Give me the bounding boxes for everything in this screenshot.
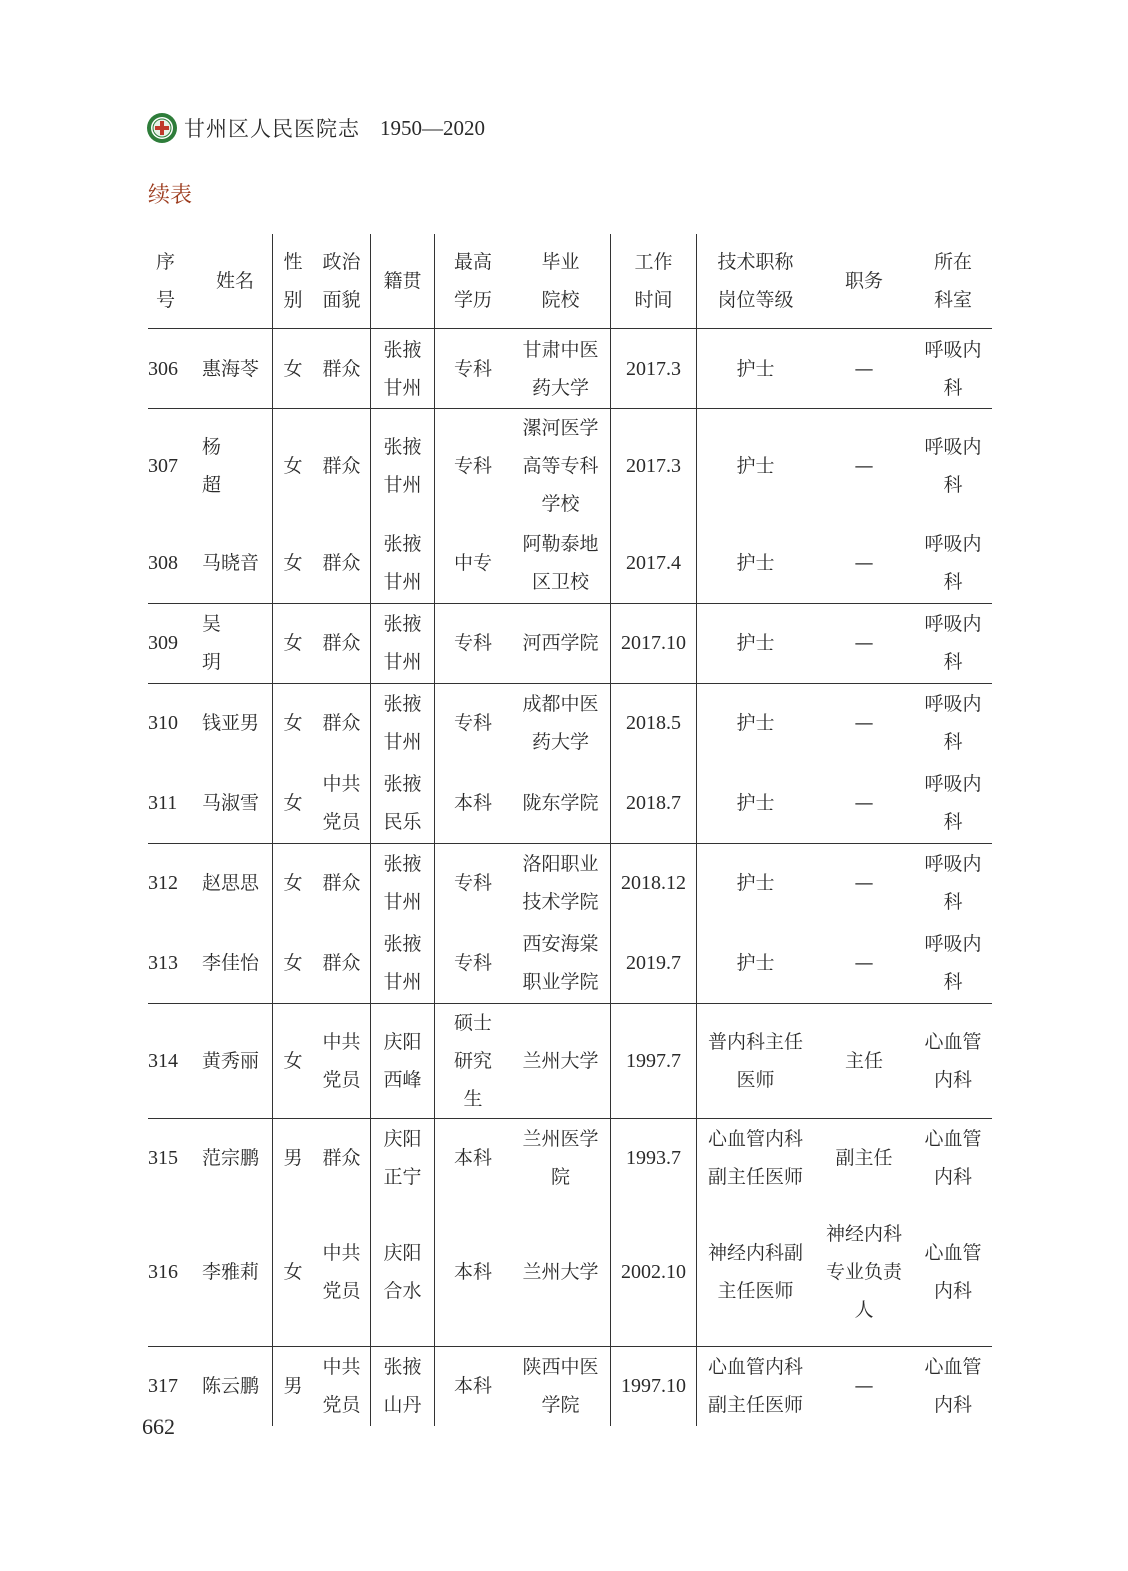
cell-education [435, 1118, 512, 1198]
cell-department [914, 1118, 992, 1198]
cell-department [914, 763, 992, 843]
cell-native [371, 603, 435, 683]
cell-text: 315 [148, 1147, 178, 1170]
cell-text: 赵思思 [202, 872, 260, 895]
cell-native [371, 1198, 435, 1346]
cell-text: 312 [148, 872, 178, 895]
cell-text: 张掖民乐 [383, 772, 422, 833]
cell-sex [273, 763, 314, 843]
cell-text: 呼吸内科 [924, 932, 982, 993]
cell-id [148, 523, 198, 603]
cell-text: 2018.12 [621, 872, 686, 895]
cell-education [435, 683, 512, 763]
cell-name [198, 1118, 273, 1198]
table-header-row [148, 234, 992, 329]
cell-duty [814, 409, 914, 524]
cell-duty [814, 843, 914, 923]
cell-department [914, 923, 992, 1003]
cell-text: — [854, 872, 874, 895]
cell-text: — [854, 712, 874, 735]
cell-text: 心血管内科副主任医师 [707, 1128, 803, 1189]
cell-text: 2017.10 [621, 632, 686, 654]
cell-id [148, 1118, 198, 1198]
cell-text: 1993.7 [626, 1147, 681, 1170]
cell-text: 本科 [453, 1260, 492, 1283]
cell-native [371, 523, 435, 603]
cell-text: 钱亚男 [202, 712, 260, 735]
cell-political [313, 763, 371, 843]
running-header [146, 112, 485, 144]
cell-text: 2018.7 [626, 791, 681, 814]
cell-text: 陇东学院 [522, 791, 599, 814]
cell-text: 2018.5 [626, 712, 681, 735]
cell-name [198, 683, 273, 763]
cell-department [914, 1198, 992, 1346]
cell-text: 呼吸内科 [924, 772, 982, 833]
cell-text: 呼吸内科 [924, 613, 982, 673]
cell-text: 317 [148, 1375, 178, 1398]
cell-text: 神经内科副主任医师 [707, 1241, 803, 1302]
cell-text: 男 [283, 1147, 303, 1170]
cell-id [148, 409, 198, 524]
col-header-name: 姓名 [215, 270, 254, 292]
cell-title [697, 329, 815, 409]
cell-title [697, 603, 815, 683]
cell-work-time [611, 603, 697, 683]
cell-text: 洛阳职业技术学院 [522, 853, 599, 914]
cell-school [511, 603, 611, 683]
cell-text: 陈云鹏 [202, 1375, 260, 1398]
table-row [148, 603, 992, 683]
cell-text: 专科 [453, 357, 492, 380]
cell-text: 护士 [736, 455, 775, 477]
cell-work-time [611, 843, 697, 923]
cell-duty [814, 1346, 914, 1426]
cell-text: 专科 [453, 872, 492, 895]
cell-text: 2017.3 [626, 357, 681, 380]
cell-sex [273, 923, 314, 1003]
col-header-duty: 职务 [844, 270, 883, 292]
cell-title [697, 1346, 815, 1426]
cell-text: 兰州大学 [522, 1049, 599, 1072]
table-row [148, 1346, 992, 1426]
cell-name [198, 523, 273, 603]
cell-title [697, 1003, 815, 1118]
cell-text: 女 [283, 357, 303, 380]
cell-title [697, 843, 815, 923]
cell-text: 女 [283, 455, 303, 477]
cell-sex [273, 683, 314, 763]
cell-education [435, 843, 512, 923]
cell-text: 中专 [453, 551, 492, 574]
cell-text: 中共党员 [322, 1030, 361, 1091]
cell-text: 女 [283, 791, 303, 814]
page-number: 662 [142, 1414, 175, 1439]
cell-text: 群众 [322, 1147, 361, 1170]
cell-text: 黄秀丽 [202, 1049, 260, 1072]
cell-education [435, 1003, 512, 1118]
cell-text: 心血管内科 [924, 1356, 982, 1417]
cell-id [148, 329, 198, 409]
cell-text: 兰州医学院 [522, 1128, 599, 1189]
col-header-education: 最高学历 [435, 234, 512, 329]
cell-sex [273, 329, 314, 409]
cell-text: 1997.7 [626, 1049, 681, 1072]
cell-school [511, 1118, 611, 1198]
cell-education [435, 763, 512, 843]
cell-title [697, 1118, 815, 1198]
cell-name [198, 1003, 273, 1118]
cell-id [148, 683, 198, 763]
cell-id [148, 843, 198, 923]
cell-text: 309 [148, 632, 178, 654]
cell-name [198, 1346, 273, 1426]
table-row [148, 1198, 992, 1346]
cell-sex [273, 1346, 314, 1426]
cell-education [435, 1346, 512, 1426]
cell-text: 311 [148, 791, 178, 814]
cell-text: 专科 [453, 455, 492, 477]
cell-school [511, 1198, 611, 1346]
cell-text: 专科 [453, 951, 492, 974]
cell-work-time [611, 329, 697, 409]
cell-text: 呼吸内科 [924, 338, 982, 399]
cell-title [697, 683, 815, 763]
cell-duty [814, 1118, 914, 1198]
cell-text: 甘肃中医药大学 [522, 338, 599, 399]
cell-text: 专科 [453, 632, 492, 654]
cell-text: 307 [148, 455, 178, 477]
cell-text: 漯河医学高等专科学校 [522, 417, 599, 515]
cell-text: 庆阳合水 [383, 1241, 422, 1302]
cell-text: 2017.4 [626, 551, 681, 574]
cell-text: 2002.10 [621, 1260, 686, 1283]
cell-political [313, 329, 371, 409]
cell-school [511, 409, 611, 524]
cell-text: 310 [148, 712, 178, 735]
cell-text: 群众 [322, 551, 361, 574]
cell-text: 惠海苓 [202, 357, 260, 380]
cell-text: 张掖甘州 [383, 532, 422, 593]
cell-native [371, 683, 435, 763]
table-row [148, 763, 992, 843]
cell-duty [814, 923, 914, 1003]
cell-text: 专科 [453, 712, 492, 735]
cell-text: 护士 [736, 872, 775, 895]
cell-name [198, 603, 273, 683]
cell-id [148, 923, 198, 1003]
cell-duty [814, 763, 914, 843]
cell-text: 群众 [322, 455, 361, 477]
cell-name [198, 409, 273, 524]
cell-text: 呼吸内科 [924, 853, 982, 914]
cell-text: 范宗鹏 [202, 1147, 260, 1170]
cell-text: 成都中医药大学 [522, 693, 599, 754]
cell-department [914, 1346, 992, 1426]
cell-sex [273, 1198, 314, 1346]
cell-political [313, 683, 371, 763]
cell-text: 心血管内科 [924, 1128, 982, 1189]
cell-native [371, 1346, 435, 1426]
cell-native [371, 1003, 435, 1118]
hospital-logo-icon [146, 112, 178, 144]
cell-sex [273, 523, 314, 603]
cell-id [148, 603, 198, 683]
cell-department [914, 523, 992, 603]
col-header-political: 政治面貌 [322, 251, 361, 311]
cell-text: 神经内科专业负责人 [825, 1222, 902, 1321]
cell-native [371, 923, 435, 1003]
cell-text: 313 [148, 951, 178, 974]
cell-text: — [854, 951, 874, 974]
cell-department [914, 603, 992, 683]
cell-native [371, 1118, 435, 1198]
col-header-school: 毕业院校 [541, 251, 580, 311]
cell-text: 中共党员 [322, 772, 361, 833]
cell-title [697, 763, 815, 843]
cell-department [914, 409, 992, 524]
col-header-title: 技术职称岗位等级 [697, 234, 815, 329]
cell-text: 314 [148, 1049, 178, 1072]
cell-department [914, 683, 992, 763]
cell-education [435, 409, 512, 524]
cell-department [914, 329, 992, 409]
cell-native [371, 329, 435, 409]
cell-political [313, 1118, 371, 1198]
cell-text: — [854, 632, 874, 654]
table-row [148, 683, 992, 763]
cell-text: 男 [283, 1375, 303, 1398]
cell-text: 心血管内科 [924, 1030, 982, 1091]
cell-text: 女 [283, 1260, 303, 1283]
cell-text: 本科 [453, 791, 492, 814]
table-row [148, 843, 992, 923]
cell-name [198, 843, 273, 923]
cell-text: — [854, 1375, 874, 1398]
cell-sex [273, 843, 314, 923]
table-row [148, 523, 992, 603]
cell-text: 张掖甘州 [383, 693, 422, 754]
cell-text: 张掖山丹 [383, 1356, 422, 1417]
cell-text: 女 [283, 551, 303, 574]
cell-work-time [611, 763, 697, 843]
cell-title [697, 409, 815, 524]
cell-text: 女 [283, 632, 303, 654]
cell-text: 群众 [322, 357, 361, 380]
cell-name [198, 923, 273, 1003]
cell-text: 群众 [322, 951, 361, 974]
cell-work-time [611, 1346, 697, 1426]
cell-school [511, 923, 611, 1003]
cell-text: 中共党员 [322, 1356, 361, 1417]
cell-duty [814, 329, 914, 409]
cell-education [435, 329, 512, 409]
cell-work-time [611, 1198, 697, 1346]
cell-id [148, 763, 198, 843]
cell-text: 本科 [453, 1147, 492, 1170]
cell-id [148, 1003, 198, 1118]
cell-work-time [611, 1118, 697, 1198]
col-header-id: 序号 [156, 251, 176, 311]
cell-title [697, 1198, 815, 1346]
cell-text: 呼吸内科 [924, 532, 982, 593]
cell-school [511, 683, 611, 763]
cell-school [511, 843, 611, 923]
cell-school [511, 1346, 611, 1426]
cell-text: 陕西中医学院 [522, 1356, 599, 1417]
staff-table [148, 234, 992, 1426]
cell-political [313, 603, 371, 683]
cell-school [511, 523, 611, 603]
cell-text: 张掖甘州 [383, 853, 422, 914]
cell-duty [814, 683, 914, 763]
cell-text: 护士 [736, 712, 775, 735]
cell-text: 306 [148, 357, 178, 380]
cell-text: 河西学院 [522, 632, 599, 654]
cell-sex [273, 1118, 314, 1198]
cell-text: 西安海棠职业学院 [522, 932, 599, 993]
cell-text: 主任 [844, 1049, 883, 1072]
cell-text: 心血管内科副主任医师 [707, 1356, 803, 1417]
cell-department [914, 843, 992, 923]
cell-political [313, 843, 371, 923]
cell-sex [273, 409, 314, 524]
cell-text: 护士 [736, 357, 775, 380]
cell-text: 群众 [322, 632, 361, 654]
name-text: 杨 超 [202, 436, 222, 496]
cell-text: 副主任 [835, 1147, 893, 1170]
cell-school [511, 1003, 611, 1118]
cell-text: 马晓音 [202, 551, 260, 574]
cell-text: 普内科主任医师 [707, 1030, 803, 1091]
book-years: 1950—2020 [380, 115, 485, 140]
cell-text: 女 [283, 951, 303, 974]
cell-duty [814, 1198, 914, 1346]
table-body [148, 329, 992, 1427]
cell-text: 心血管内科 [924, 1241, 982, 1302]
cell-native [371, 409, 435, 524]
col-header-department: 所在科室 [934, 251, 973, 311]
name-text: 吴 玥 [202, 613, 222, 673]
cell-text: 女 [283, 1049, 303, 1072]
cell-name [198, 763, 273, 843]
cell-text: 庆阳正宁 [383, 1128, 422, 1189]
table-row [148, 1003, 992, 1118]
cell-name [198, 1198, 273, 1346]
cell-text: 群众 [322, 712, 361, 735]
cell-text: 庆阳西峰 [383, 1030, 422, 1091]
table-row [148, 409, 992, 524]
cell-text: 张掖甘州 [383, 932, 422, 993]
cell-education [435, 1198, 512, 1346]
cell-text: 308 [148, 551, 178, 574]
cell-text: 护士 [736, 632, 775, 654]
cell-education [435, 923, 512, 1003]
cell-school [511, 763, 611, 843]
cell-title [697, 923, 815, 1003]
cell-text: 硕士研究生 [453, 1011, 492, 1110]
cell-text: 张掖甘州 [383, 338, 422, 399]
cell-text: 张掖甘州 [383, 436, 422, 496]
cell-text: 护士 [736, 791, 775, 814]
cell-text: 护士 [736, 951, 775, 974]
cell-text: 本科 [453, 1375, 492, 1398]
cell-education [435, 603, 512, 683]
cell-text: 2019.7 [626, 951, 681, 974]
cell-text: 316 [148, 1260, 178, 1283]
cell-text: 女 [283, 712, 303, 735]
cell-native [371, 843, 435, 923]
cell-duty [814, 523, 914, 603]
cell-work-time [611, 683, 697, 763]
cell-education [435, 523, 512, 603]
cell-native [371, 763, 435, 843]
col-header-work-time: 工作时间 [611, 234, 697, 329]
cell-political [313, 523, 371, 603]
cell-political [313, 1003, 371, 1118]
cell-work-time [611, 409, 697, 524]
cell-political [313, 1198, 371, 1346]
cell-text: 呼吸内科 [924, 436, 982, 496]
cell-text: 李雅莉 [202, 1260, 260, 1283]
cell-text: 护士 [736, 551, 775, 574]
book-title: 甘州区人民医院志 [184, 117, 360, 141]
cell-text: 阿勒泰地区卫校 [522, 532, 599, 593]
cell-text: 马淑雪 [202, 791, 260, 814]
cell-name [198, 329, 273, 409]
cell-text: 1997.10 [621, 1375, 686, 1398]
cell-text: 2017.3 [626, 455, 681, 477]
col-header-native: 籍贯 [371, 234, 435, 329]
cell-political [313, 409, 371, 524]
cell-text: 李佳怡 [202, 951, 260, 974]
cell-work-time [611, 523, 697, 603]
cell-text: 张掖甘州 [383, 613, 422, 673]
cell-text: 女 [283, 872, 303, 895]
cell-text: 兰州大学 [522, 1260, 599, 1283]
table-row [148, 1118, 992, 1198]
cell-political [313, 1346, 371, 1426]
cell-text: 群众 [322, 872, 361, 895]
cell-work-time [611, 1003, 697, 1118]
cell-duty [814, 1003, 914, 1118]
table-row [148, 923, 992, 1003]
cell-title [697, 523, 815, 603]
cell-text: 呼吸内科 [924, 693, 982, 754]
cell-school [511, 329, 611, 409]
cell-text: — [854, 455, 874, 477]
cell-text: — [854, 357, 874, 380]
cell-id [148, 1198, 198, 1346]
cell-political [313, 923, 371, 1003]
cell-text: — [854, 551, 874, 574]
cell-duty [814, 603, 914, 683]
cell-text: — [854, 791, 874, 814]
table-row [148, 329, 992, 409]
cell-work-time [611, 923, 697, 1003]
cell-text: 中共党员 [322, 1241, 361, 1302]
cell-sex [273, 1003, 314, 1118]
col-header-sex: 性别 [273, 234, 314, 329]
cell-department [914, 1003, 992, 1118]
continued-label: 续表 [148, 183, 193, 208]
cell-sex [273, 603, 314, 683]
